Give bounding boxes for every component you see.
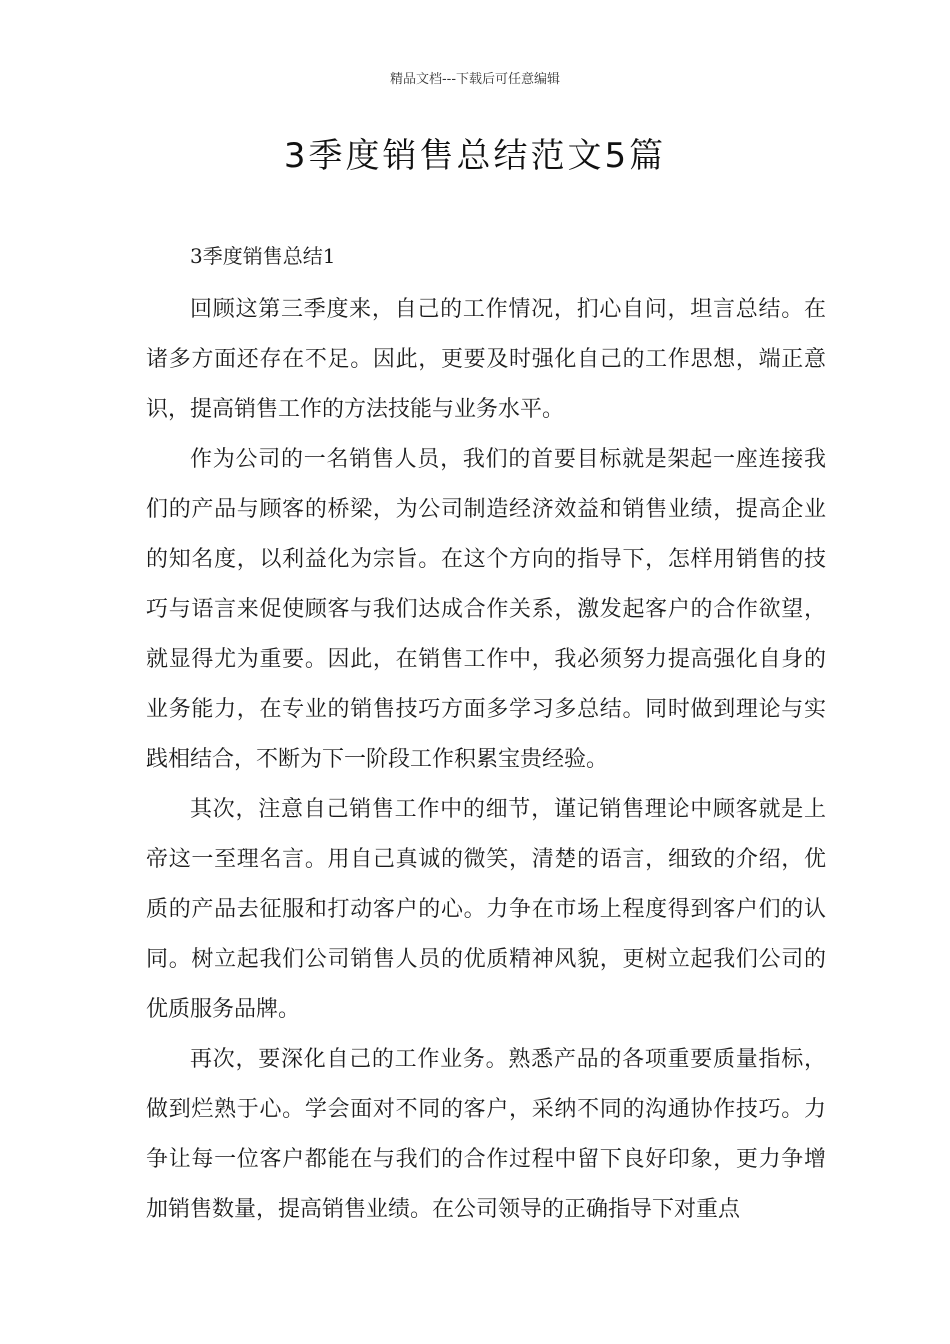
section-heading: 3季度销售总结1 (190, 244, 336, 268)
paragraph: 再次，要深化自己的工作业务。熟悉产品的各项重要质量指标，做到烂熟于心。学会面对不同的客户，采纳不同的沟通协作技巧。力争让每一位客户都能在与我们的合作过程中留下良好印象，更力争增加销售数量，提高销售业绩。在公司领导的正确指导下对重点 (146, 1047, 826, 1222)
header-note: 精品文档---下载后可任意编辑 (389, 72, 561, 87)
body-text (146, 285, 826, 1235)
document-title: 3季度销售总结范文5篇 (283, 136, 667, 176)
paragraph: 回顾这第三季度来，自己的工作情况，扪心自问，坦言总结。在诸多方面还存在不足。因此，更要及时强化自己的工作思想，端正意识，提高销售工作的方法技能与业务水平。 (146, 297, 826, 422)
paragraph: 其次，注意自己销售工作中的细节，谨记销售理论中顾客就是上帝这一至理名言。用自己真诚的微笑，清楚的语言，细致的介绍，优质的产品去征服和打动客户的心。力争在市场上程度得到客户们的认同。树立起我们公司销售人员的优质精神风貌，更树立起我们公司的优质服务品牌。 (146, 797, 826, 1022)
paragraph: 作为公司的一名销售人员，我们的首要目标就是架起一座连接我们的产品与顾客的桥梁，为公司制造经济效益和销售业绩，提高企业的知名度，以利益化为宗旨。在这个方向的指导下，怎样用销售的技巧与语言来促使顾客与我们达成合作关系，激发起客户的合作欲望，就显得尤为重要。因此，在销售工作中，我必须努力提高强化自身的业务能力，在专业的销售技巧方面多学习多总结。同时做到理论与实践相结合，不断为下一阶段工作积累宝贵经验。 (146, 447, 826, 772)
